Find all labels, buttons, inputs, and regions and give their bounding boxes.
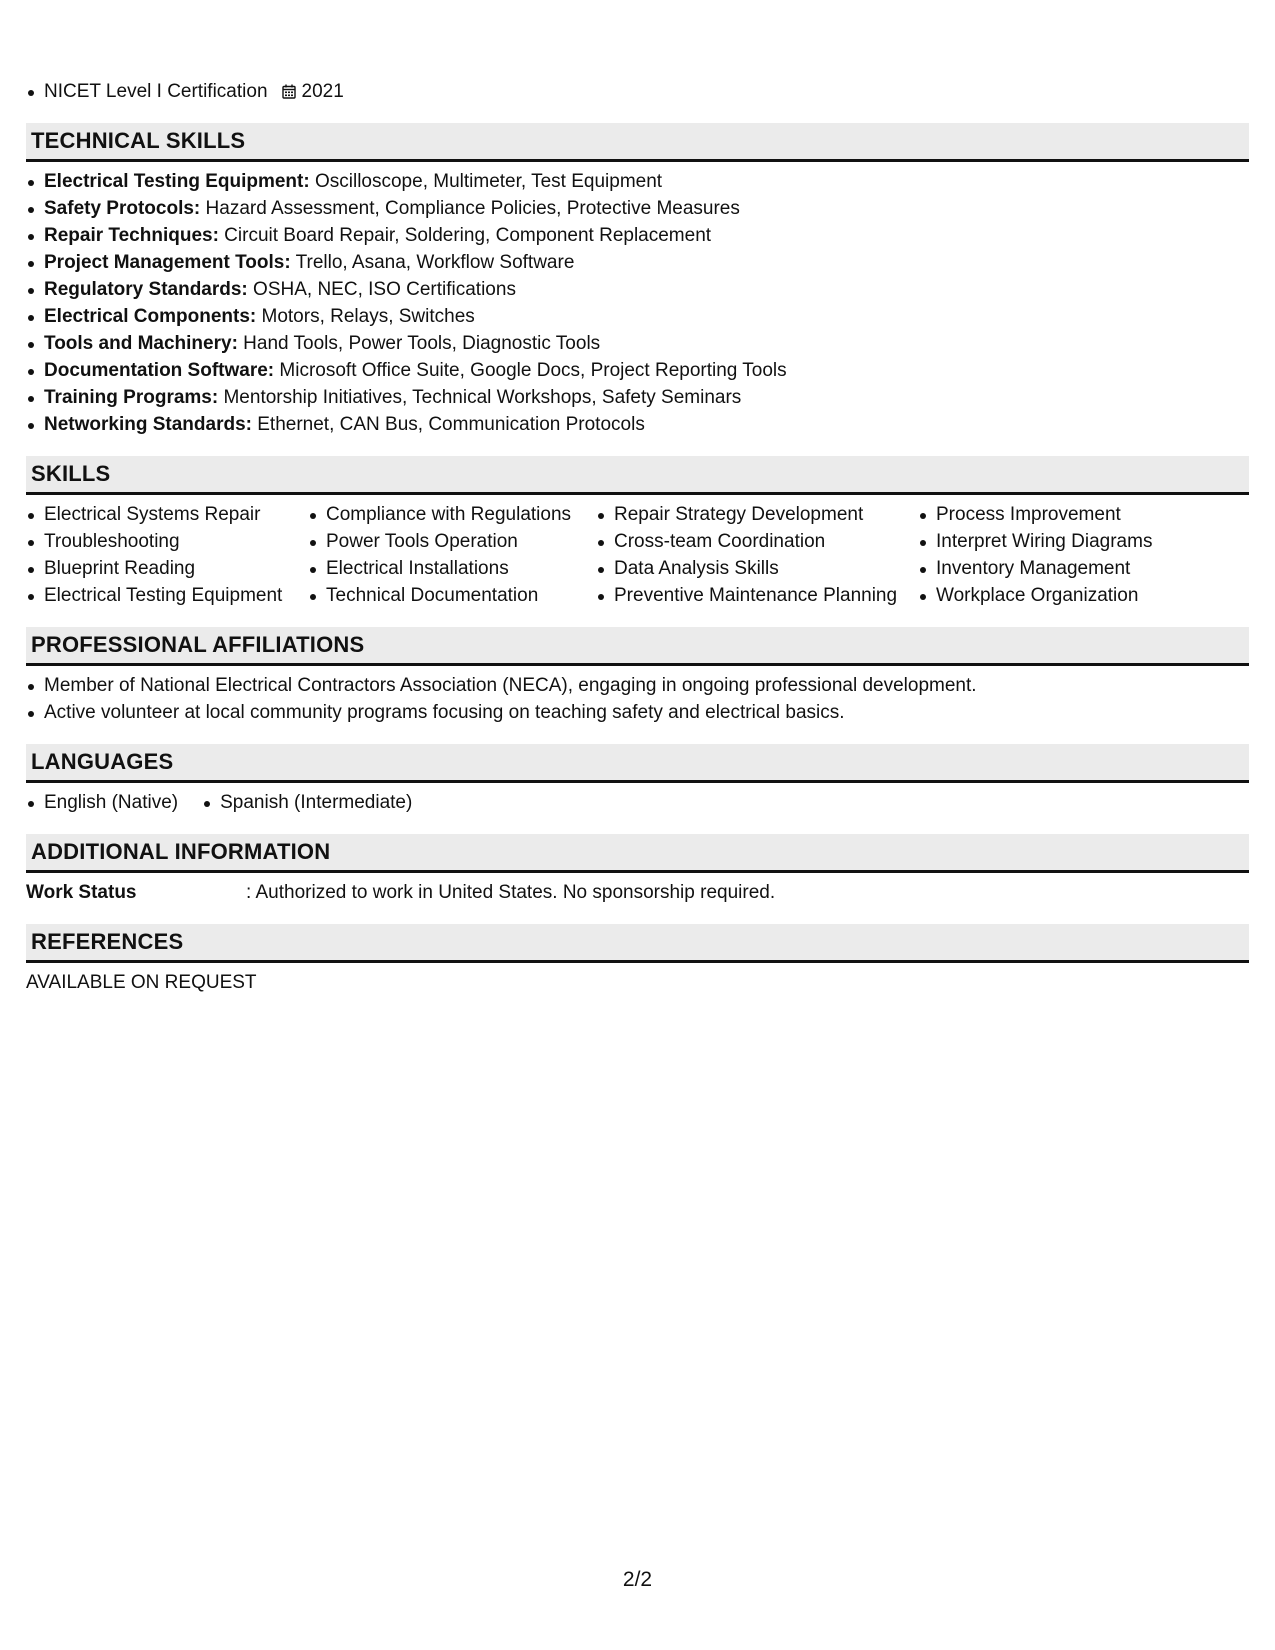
skill-item: Blueprint Reading (26, 555, 308, 582)
technical-skill-label: Tools and Machinery: (44, 333, 238, 354)
technical-skill-value: Motors, Relays, Switches (256, 306, 475, 327)
technical-skill-item (26, 303, 1249, 330)
skill-item: Troubleshooting (26, 528, 308, 555)
calendar-icon (282, 84, 296, 99)
affiliations-list (26, 672, 1249, 726)
skills-header (26, 456, 1249, 495)
skill-item: Inventory Management (918, 555, 1218, 582)
skill-item: Cross-team Coordination (596, 528, 918, 555)
additional-info-header (26, 834, 1249, 873)
technical-skill-label: Electrical Components: (44, 306, 257, 327)
technical-skills-title: TECHNICAL SKILLS (31, 128, 246, 153)
technical-skill-item (26, 384, 1249, 411)
certification-item (26, 78, 1249, 105)
skill-item: Electrical Installations (308, 555, 596, 582)
technical-skill-value: OSHA, NEC, ISO Certifications (247, 279, 516, 300)
skill-item: Repair Strategy Development (596, 501, 918, 528)
skills-column-1 (26, 501, 308, 609)
technical-skill-value: Circuit Board Repair, Soldering, Component Replacement (218, 225, 712, 246)
skill-item: Data Analysis Skills (596, 555, 918, 582)
additional-info-title: ADDITIONAL INFORMATION (31, 839, 331, 864)
technical-skill-label: Project Management Tools: (44, 252, 291, 273)
skill-item: Electrical Testing Equipment (26, 582, 308, 609)
language-item: Spanish (Intermediate) (202, 789, 412, 816)
technical-skill-label: Repair Techniques: (44, 225, 219, 246)
technical-skill-value: Microsoft Office Suite, Google Docs, Project Reporting Tools (274, 360, 787, 381)
technical-skill-item (26, 222, 1249, 249)
technical-skill-item (26, 276, 1249, 303)
language-item: English (Native) (26, 789, 178, 816)
skill-item: Compliance with Regulations (308, 501, 596, 528)
technical-skills-list (26, 168, 1249, 438)
technical-skill-label: Safety Protocols: (44, 198, 201, 219)
skills-column-4 (918, 501, 1218, 609)
technical-skill-value: Hazard Assessment, Compliance Policies, Protective Measures (200, 198, 740, 219)
affiliation-item: Member of National Electrical Contractors Association (NECA), engaging in ongoing professional development. (26, 672, 1249, 699)
work-status-value: : Authorized to work in United States. No sponsorship required. (246, 882, 776, 903)
certification-list (26, 78, 1249, 105)
technical-skill-value: Mentorship Initiatives, Technical Workshops, Safety Seminars (218, 387, 742, 408)
references-text: AVAILABLE ON REQUEST (26, 972, 257, 993)
technical-skill-label: Documentation Software: (44, 360, 275, 381)
technical-skill-value: Oscilloscope, Multimeter, Test Equipment (309, 171, 663, 192)
certification-year: 2021 (301, 81, 344, 102)
technical-skill-value: Hand Tools, Power Tools, Diagnostic Tools (237, 333, 601, 354)
technical-skill-item (26, 195, 1249, 222)
certification-name: NICET Level I Certification (44, 81, 268, 102)
technical-skill-item (26, 249, 1249, 276)
technical-skill-item (26, 168, 1249, 195)
page-number: 2/2 (622, 1568, 653, 1591)
skill-item: Electrical Systems Repair (26, 501, 308, 528)
affiliation-item: Active volunteer at local community programs focusing on teaching safety and electrical basics. (26, 699, 1249, 726)
languages-header (26, 744, 1249, 783)
technical-skill-item (26, 357, 1249, 384)
resume-page (26, 78, 1249, 996)
work-status-row (26, 879, 1249, 906)
skills-column-2 (308, 501, 596, 609)
affiliations-header (26, 627, 1249, 666)
skill-item: Interpret Wiring Diagrams (918, 528, 1218, 555)
skills-grid (26, 501, 1249, 609)
technical-skill-item (26, 330, 1249, 357)
technical-skill-value: Ethernet, CAN Bus, Communication Protocols (251, 414, 645, 435)
work-status-label: Work Status (26, 882, 137, 903)
technical-skill-label: Electrical Testing Equipment: (44, 171, 310, 192)
affiliations-title: PROFESSIONAL AFFILIATIONS (31, 632, 365, 657)
skill-item: Workplace Organization (918, 582, 1218, 609)
references-header (26, 924, 1249, 963)
technical-skill-value: Trello, Asana, Workflow Software (290, 252, 575, 273)
skill-item: Preventive Maintenance Planning (596, 582, 918, 609)
languages-title: LANGUAGES (31, 749, 174, 774)
skills-title: SKILLS (31, 461, 111, 486)
technical-skill-label: Regulatory Standards: (44, 279, 248, 300)
technical-skills-header (26, 123, 1249, 162)
skill-item: Process Improvement (918, 501, 1218, 528)
skill-item: Power Tools Operation (308, 528, 596, 555)
references-title: REFERENCES (31, 929, 184, 954)
technical-skill-label: Networking Standards: (44, 414, 252, 435)
skills-column-3 (596, 501, 918, 609)
technical-skill-item (26, 411, 1249, 438)
skill-item: Technical Documentation (308, 582, 596, 609)
languages-list (26, 789, 1249, 816)
technical-skill-label: Training Programs: (44, 387, 219, 408)
